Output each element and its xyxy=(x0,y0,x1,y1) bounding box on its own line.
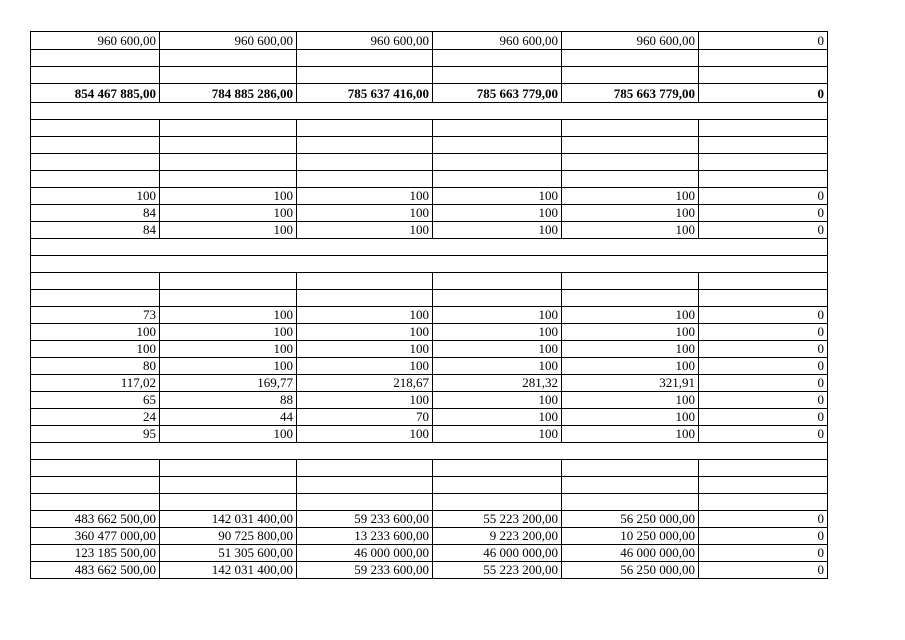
table-row xyxy=(31,120,828,137)
table-cell: 218,67 xyxy=(297,375,433,392)
blank-cell xyxy=(699,120,828,137)
blank-cell xyxy=(699,494,828,511)
table-cell: 854 467 885,00 xyxy=(31,84,160,103)
table-cell: 59 233 600,00 xyxy=(297,562,433,579)
table-cell: 100 xyxy=(433,205,562,222)
table-cell: 10 250 000,00 xyxy=(562,528,699,545)
table-cell: 123 185 500,00 xyxy=(31,545,160,562)
table-row xyxy=(31,562,828,579)
blank-cell xyxy=(433,477,562,494)
table-row xyxy=(31,477,828,494)
blank-cell xyxy=(297,494,433,511)
blank-cell xyxy=(297,50,433,67)
table-row xyxy=(31,84,828,103)
table-cell: 44 xyxy=(160,409,297,426)
blank-cell xyxy=(297,477,433,494)
table-cell: 100 xyxy=(297,205,433,222)
table-cell: 100 xyxy=(31,324,160,341)
data-table xyxy=(30,31,828,579)
table-cell: 100 xyxy=(297,426,433,443)
blank-cell xyxy=(160,477,297,494)
table-row xyxy=(31,239,828,256)
table-cell: 90 725 800,00 xyxy=(160,528,297,545)
table-cell: 100 xyxy=(433,307,562,324)
table-cell: 0 xyxy=(699,375,828,392)
table-cell: 100 xyxy=(433,341,562,358)
table-cell: 73 xyxy=(31,307,160,324)
table-cell: 100 xyxy=(297,358,433,375)
table-cell: 55 223 200,00 xyxy=(433,562,562,579)
blank-cell xyxy=(699,477,828,494)
blank-cell xyxy=(699,50,828,67)
blank-cell xyxy=(433,494,562,511)
blank-cell xyxy=(31,494,160,511)
blank-cell xyxy=(31,120,160,137)
table-cell: 70 xyxy=(297,409,433,426)
table-cell: 960 600,00 xyxy=(160,32,297,50)
table-cell: 100 xyxy=(160,222,297,239)
table-row xyxy=(31,443,828,460)
table-row xyxy=(31,137,828,154)
blank-cell xyxy=(433,460,562,477)
table-cell: 0 xyxy=(699,32,828,50)
blank-cell xyxy=(562,273,699,290)
table-cell: 100 xyxy=(562,205,699,222)
table-row xyxy=(31,511,828,528)
table-cell: 960 600,00 xyxy=(31,32,160,50)
blank-cell xyxy=(160,120,297,137)
blank-cell xyxy=(699,154,828,171)
table-cell: 0 xyxy=(699,392,828,409)
blank-cell xyxy=(160,494,297,511)
blank-cell xyxy=(160,137,297,154)
blank-cell xyxy=(699,460,828,477)
table-cell: 0 xyxy=(699,358,828,375)
blank-cell xyxy=(31,154,160,171)
table-cell: 100 xyxy=(160,358,297,375)
table-cell: 960 600,00 xyxy=(433,32,562,50)
blank-cell xyxy=(562,50,699,67)
table-cell: 0 xyxy=(699,426,828,443)
table-cell: 100 xyxy=(433,409,562,426)
blank-cell xyxy=(297,120,433,137)
table-row xyxy=(31,205,828,222)
table-cell: 0 xyxy=(699,324,828,341)
blank-cell xyxy=(31,273,160,290)
table-cell: 117,02 xyxy=(31,375,160,392)
table-cell: 785 663 779,00 xyxy=(433,84,562,103)
blank-cell xyxy=(31,137,160,154)
blank-cell xyxy=(160,154,297,171)
table-body xyxy=(31,32,828,579)
table-cell: 84 xyxy=(31,222,160,239)
table-cell: 960 600,00 xyxy=(562,32,699,50)
table-cell: 88 xyxy=(160,392,297,409)
table-cell: 100 xyxy=(562,307,699,324)
blank-cell xyxy=(297,290,433,307)
table-row xyxy=(31,375,828,392)
blank-cell xyxy=(562,120,699,137)
table-row xyxy=(31,50,828,67)
table-cell: 56 250 000,00 xyxy=(562,511,699,528)
table-cell: 100 xyxy=(297,324,433,341)
table-cell: 281,32 xyxy=(433,375,562,392)
table-cell: 100 xyxy=(160,324,297,341)
table-cell: 169,77 xyxy=(160,375,297,392)
blank-cell xyxy=(31,50,160,67)
table-cell: 100 xyxy=(433,392,562,409)
table-row xyxy=(31,392,828,409)
table-cell: 100 xyxy=(433,222,562,239)
blank-cell xyxy=(699,290,828,307)
table-row xyxy=(31,290,828,307)
table-row xyxy=(31,324,828,341)
table-row xyxy=(31,273,828,290)
blank-cell xyxy=(433,171,562,188)
table-cell: 100 xyxy=(562,188,699,205)
table-row xyxy=(31,32,828,50)
blank-cell xyxy=(562,460,699,477)
table-row xyxy=(31,154,828,171)
table-cell: 483 662 500,00 xyxy=(31,511,160,528)
blank-cell xyxy=(160,273,297,290)
blank-cell xyxy=(160,171,297,188)
table-cell: 100 xyxy=(160,188,297,205)
table-row xyxy=(31,341,828,358)
blank-cell xyxy=(31,290,160,307)
table-cell: 46 000 000,00 xyxy=(433,545,562,562)
table-cell: 100 xyxy=(297,392,433,409)
table-cell: 56 250 000,00 xyxy=(562,562,699,579)
table-row xyxy=(31,171,828,188)
blank-cell xyxy=(562,67,699,84)
merged-blank-cell xyxy=(31,239,828,256)
table-row xyxy=(31,67,828,84)
blank-cell xyxy=(699,273,828,290)
table-cell: 785 663 779,00 xyxy=(562,84,699,103)
table-cell: 100 xyxy=(31,188,160,205)
blank-cell xyxy=(297,460,433,477)
blank-cell xyxy=(160,290,297,307)
table-cell: 13 233 600,00 xyxy=(297,528,433,545)
blank-cell xyxy=(31,460,160,477)
table-cell: 100 xyxy=(433,426,562,443)
table-cell: 0 xyxy=(699,528,828,545)
table-cell: 100 xyxy=(160,307,297,324)
blank-cell xyxy=(160,460,297,477)
table-cell: 0 xyxy=(699,545,828,562)
blank-cell xyxy=(433,154,562,171)
table-row xyxy=(31,307,828,324)
table-cell: 0 xyxy=(699,511,828,528)
table-cell: 100 xyxy=(562,324,699,341)
table-cell: 100 xyxy=(297,222,433,239)
table-cell: 0 xyxy=(699,307,828,324)
blank-cell xyxy=(562,154,699,171)
table-cell: 65 xyxy=(31,392,160,409)
table-cell: 95 xyxy=(31,426,160,443)
table-cell: 46 000 000,00 xyxy=(297,545,433,562)
table-cell: 100 xyxy=(562,341,699,358)
table-cell: 100 xyxy=(562,392,699,409)
table-cell: 84 xyxy=(31,205,160,222)
table-cell: 24 xyxy=(31,409,160,426)
table-row xyxy=(31,222,828,239)
table-cell: 100 xyxy=(562,409,699,426)
table-cell: 100 xyxy=(562,222,699,239)
table-cell: 0 xyxy=(699,205,828,222)
blank-cell xyxy=(297,137,433,154)
table-row xyxy=(31,426,828,443)
table-cell: 360 477 000,00 xyxy=(31,528,160,545)
table-cell: 80 xyxy=(31,358,160,375)
table-cell: 0 xyxy=(699,562,828,579)
table-cell: 960 600,00 xyxy=(297,32,433,50)
blank-cell xyxy=(433,67,562,84)
blank-cell xyxy=(31,67,160,84)
table-cell: 142 031 400,00 xyxy=(160,511,297,528)
table-cell: 0 xyxy=(699,222,828,239)
table-cell: 100 xyxy=(562,358,699,375)
table-cell: 46 000 000,00 xyxy=(562,545,699,562)
blank-cell xyxy=(433,50,562,67)
table-cell: 785 637 416,00 xyxy=(297,84,433,103)
table-cell: 784 885 286,00 xyxy=(160,84,297,103)
merged-blank-cell xyxy=(31,256,828,273)
table-cell: 51 305 600,00 xyxy=(160,545,297,562)
blank-cell xyxy=(699,171,828,188)
blank-cell xyxy=(160,67,297,84)
blank-cell xyxy=(297,67,433,84)
table-row xyxy=(31,256,828,273)
table-cell: 0 xyxy=(699,84,828,103)
table-row xyxy=(31,494,828,511)
blank-cell xyxy=(31,171,160,188)
blank-cell xyxy=(297,273,433,290)
table-cell: 100 xyxy=(433,324,562,341)
table-cell: 0 xyxy=(699,188,828,205)
table-cell: 100 xyxy=(297,341,433,358)
table-row xyxy=(31,188,828,205)
table-cell: 100 xyxy=(31,341,160,358)
table-row xyxy=(31,528,828,545)
table-row xyxy=(31,460,828,477)
table-cell: 55 223 200,00 xyxy=(433,511,562,528)
table-cell: 100 xyxy=(433,358,562,375)
blank-cell xyxy=(699,67,828,84)
table-cell: 100 xyxy=(160,205,297,222)
blank-cell xyxy=(562,494,699,511)
table-row xyxy=(31,545,828,562)
blank-cell xyxy=(31,477,160,494)
table-cell: 59 233 600,00 xyxy=(297,511,433,528)
blank-cell xyxy=(433,137,562,154)
table-row xyxy=(31,103,828,120)
table-cell: 0 xyxy=(699,409,828,426)
blank-cell xyxy=(160,50,297,67)
blank-cell xyxy=(699,137,828,154)
table-cell: 9 223 200,00 xyxy=(433,528,562,545)
blank-cell xyxy=(562,290,699,307)
table-row xyxy=(31,358,828,375)
table-cell: 142 031 400,00 xyxy=(160,562,297,579)
table-cell: 100 xyxy=(160,426,297,443)
merged-blank-cell xyxy=(31,103,828,120)
table-cell: 100 xyxy=(297,307,433,324)
table-cell: 321,91 xyxy=(562,375,699,392)
table-cell: 0 xyxy=(699,341,828,358)
blank-cell xyxy=(297,154,433,171)
blank-cell xyxy=(562,171,699,188)
table-cell: 100 xyxy=(433,188,562,205)
table-cell: 100 xyxy=(297,188,433,205)
blank-cell xyxy=(433,290,562,307)
blank-cell xyxy=(433,273,562,290)
table-row xyxy=(31,409,828,426)
blank-cell xyxy=(562,137,699,154)
merged-blank-cell xyxy=(31,443,828,460)
blank-cell xyxy=(562,477,699,494)
table-cell: 100 xyxy=(160,341,297,358)
blank-cell xyxy=(433,120,562,137)
table-cell: 100 xyxy=(562,426,699,443)
table-cell: 483 662 500,00 xyxy=(31,562,160,579)
blank-cell xyxy=(297,171,433,188)
